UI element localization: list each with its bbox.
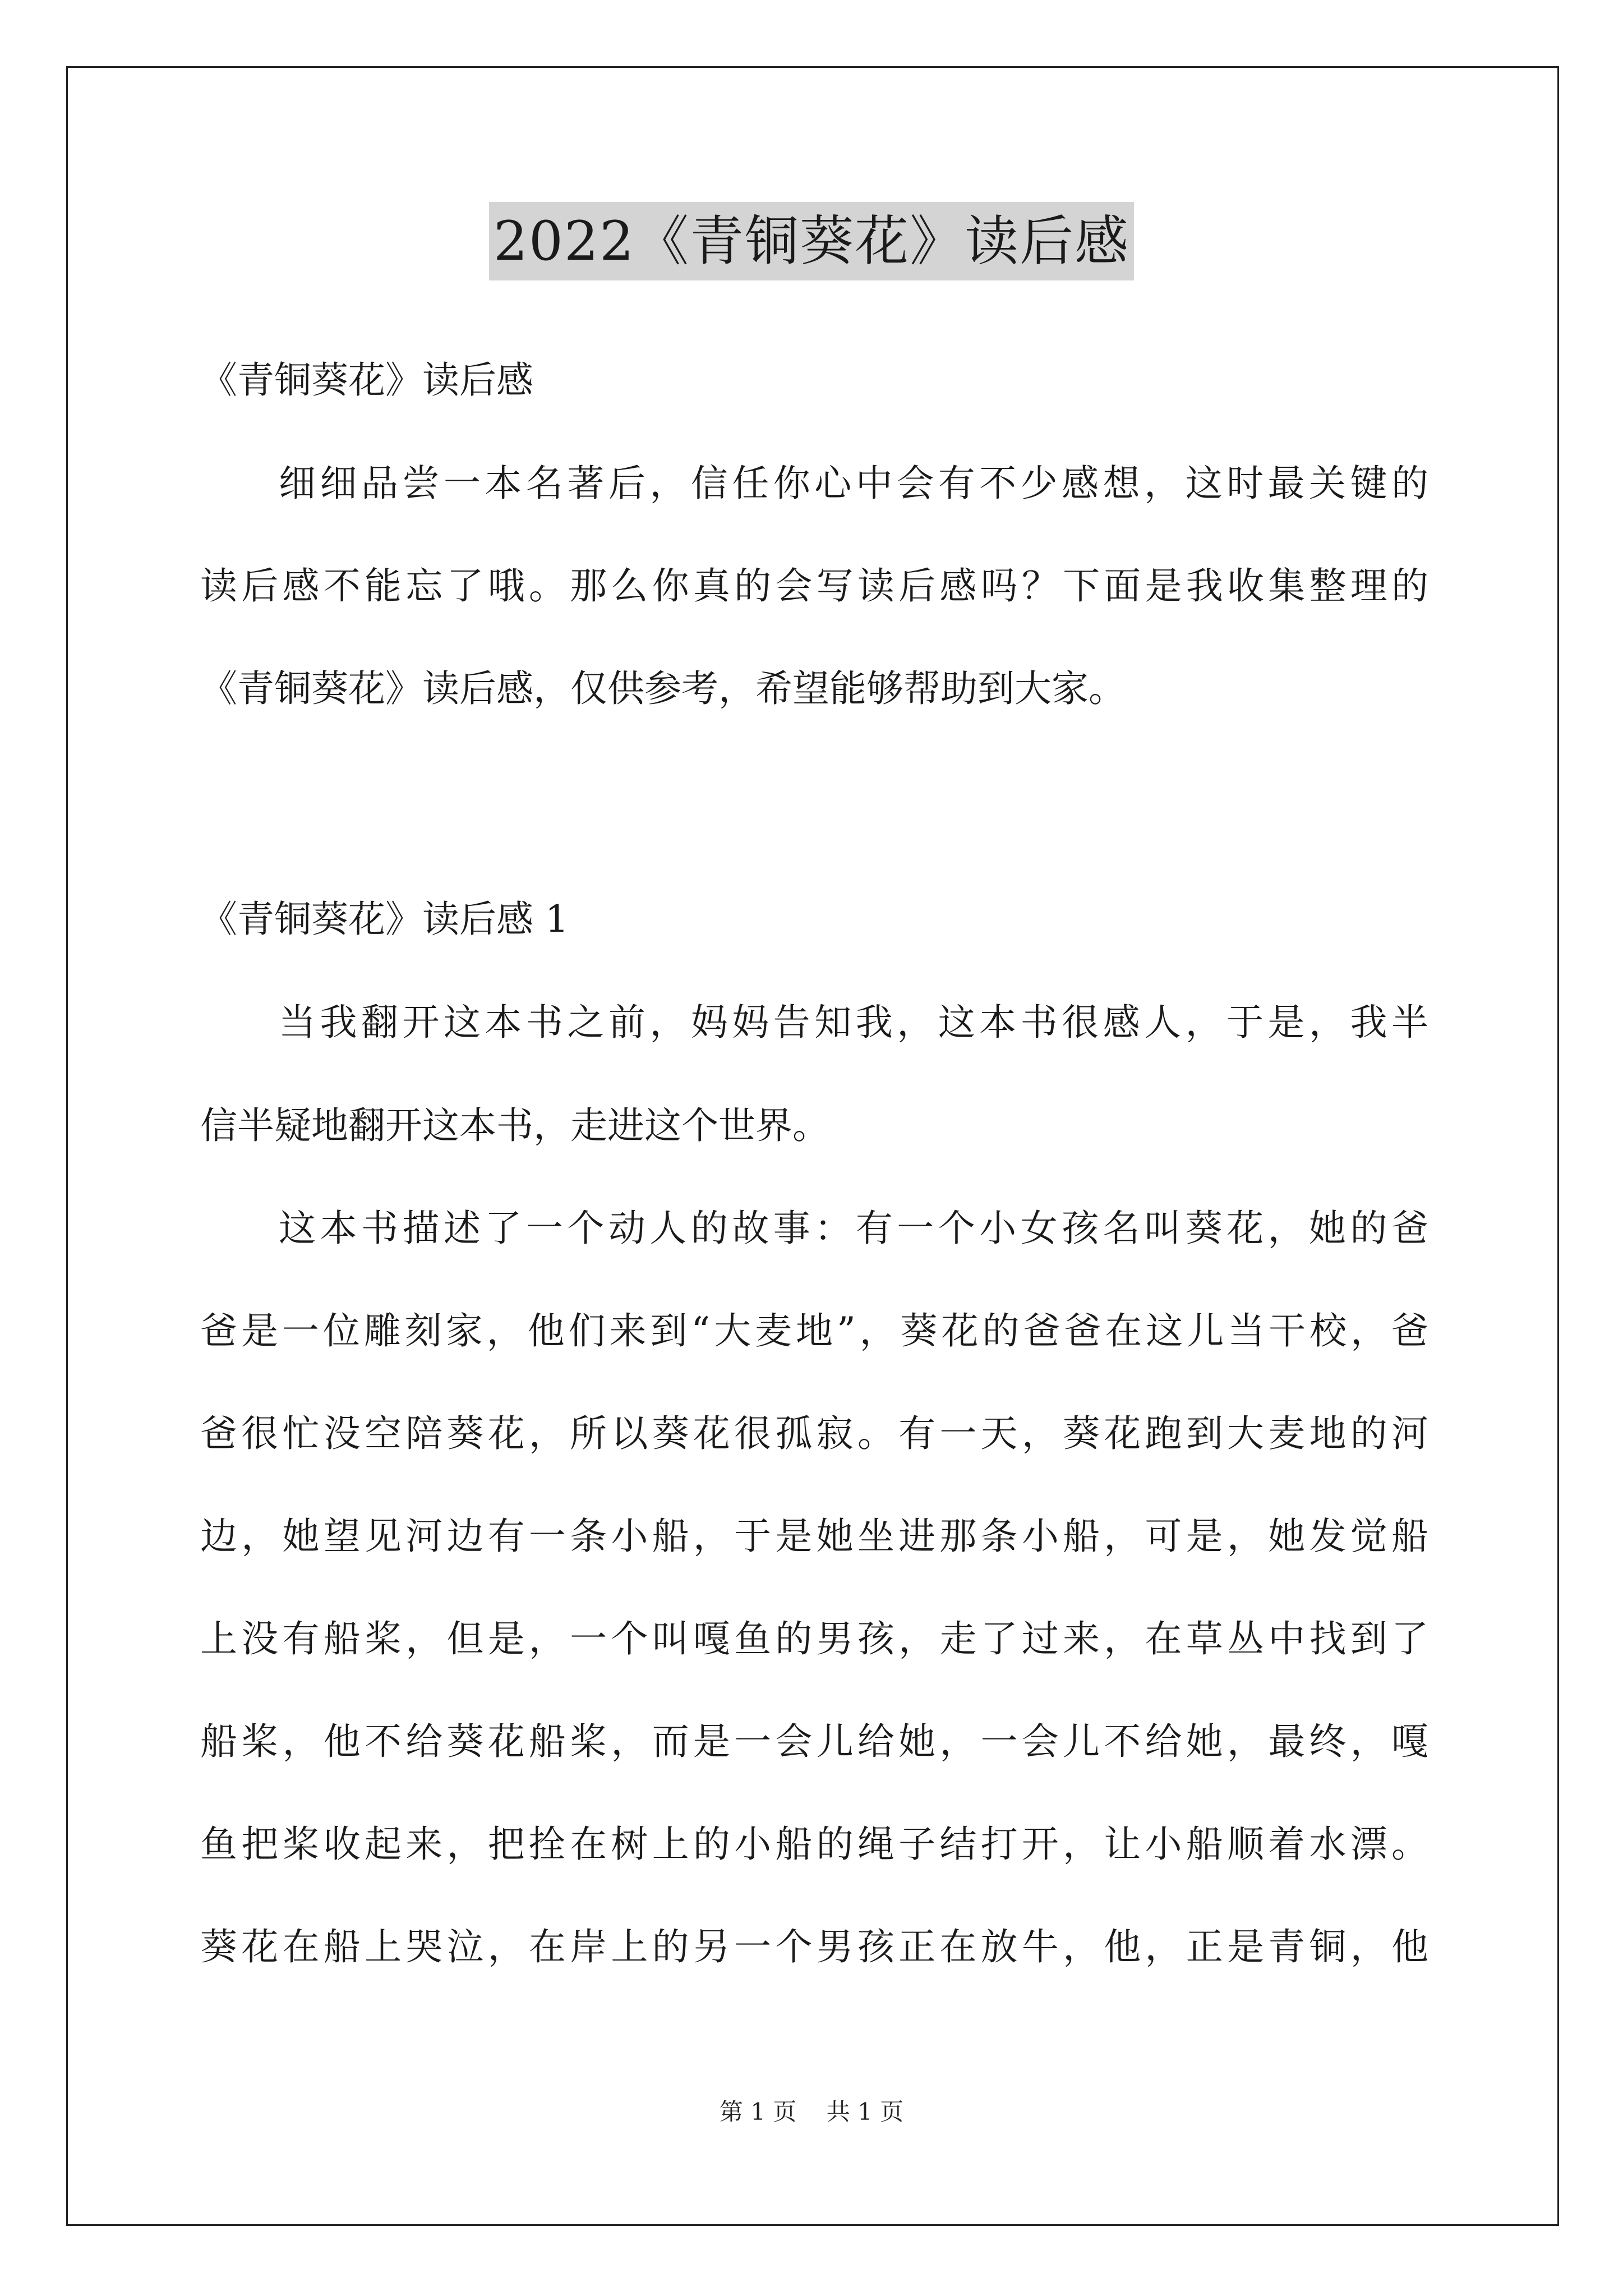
subheading: 《青铜葵花》读后感 — [200, 358, 533, 402]
paragraph-line: 上没有船桨，但是，一个叫嘎鱼的男孩，走了过来，在草丛中找到了 — [200, 1617, 1428, 1660]
paragraph-line: 葵花在船上哭泣，在岸上的另一个男孩正在放牛，他，正是青铜，他 — [200, 1925, 1428, 1968]
paragraph-line: 当我翻开这本书之前，妈妈告知我，这本书很感人，于是，我半 — [279, 1001, 1428, 1044]
document-title: 2022《青铜葵花》读后感 — [489, 202, 1134, 280]
intro-line: 读后感不能忘了哦。那么你真的会写读后感吗？下面是我收集整理的 — [200, 564, 1428, 608]
intro-line: 《青铜葵花》读后感，仅供参考，希望能够帮助到大家。 — [200, 667, 1126, 710]
title-container — [0, 202, 1623, 280]
paragraph-line: 爸是一位雕刻家，他们来到“大麦地”，葵花的爸爸在这儿当干校，爸 — [200, 1309, 1428, 1352]
paragraph-line: 边，她望见河边有一条小船，于是她坐进那条小船，可是，她发觉船 — [200, 1515, 1428, 1558]
paragraph-line: 船桨，他不给葵花船桨，而是一会儿给她，一会儿不给她，最终，嘎 — [200, 1720, 1428, 1763]
page-footer: 第 1 页 共 1 页 — [719, 2098, 904, 2125]
paragraph-line: 信半疑地翻开这本书，走进这个世界。 — [200, 1104, 829, 1147]
paragraph-line: 爸很忙没空陪葵花，所以葵花很孤寂。有一天，葵花跑到大麦地的河 — [200, 1412, 1428, 1455]
intro-line: 细细品尝一本名著后，信任你心中会有不少感想，这时最关键的 — [279, 462, 1428, 505]
paragraph-line: 鱼把桨收起来，把拴在树上的小船的绳子结打开，让小船顺着水漂。 — [200, 1823, 1428, 1866]
section-heading: 《青铜葵花》读后感 1 — [200, 898, 569, 941]
paragraph-line: 这本书描述了一个动人的故事：有一个小女孩名叫葵花，她的爸 — [279, 1207, 1428, 1250]
